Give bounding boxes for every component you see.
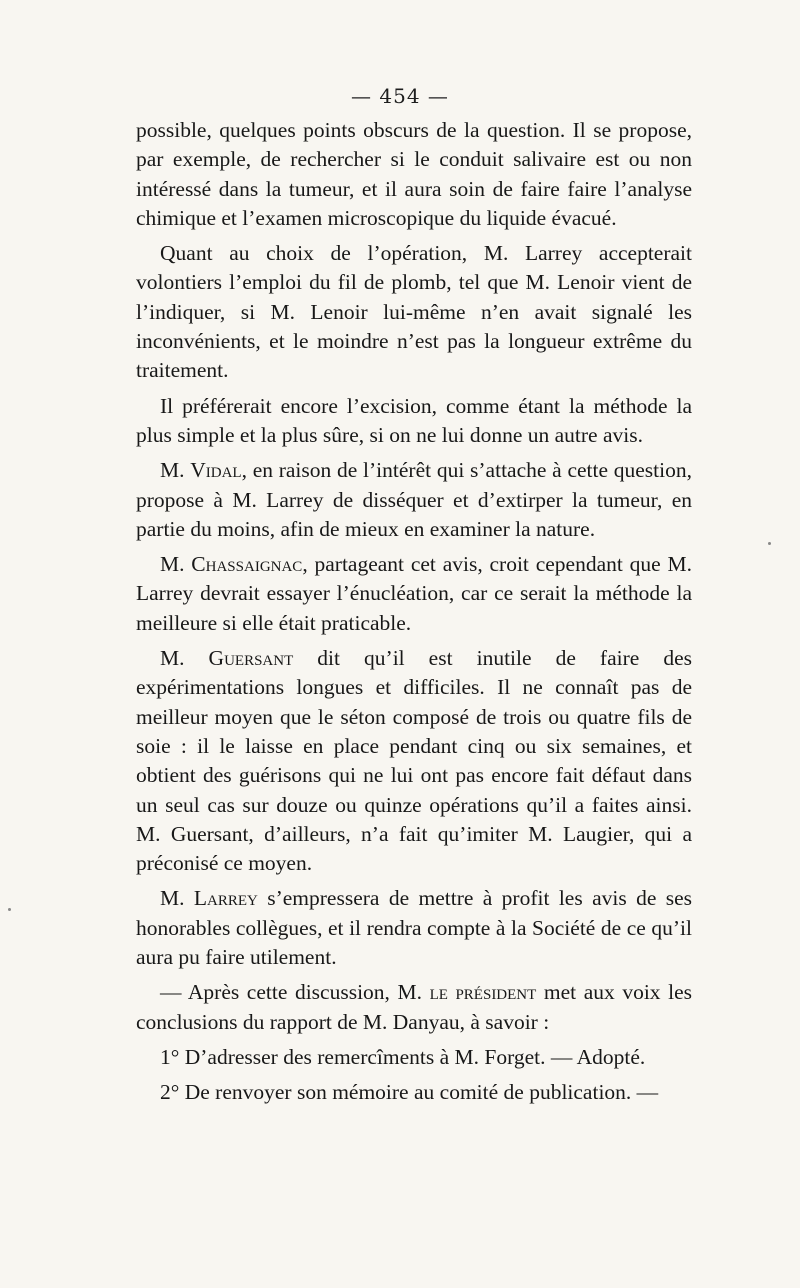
paper-speck — [8, 908, 11, 911]
paragraph-continued: possible, quelques points obscurs de la question. Il se propose, par exemple, de rechercher si le conduit salivaire est ou non intéressé dans la tumeur, et il aura soin de faire faire l’analyse chimique et l’examen microscopique du liquide évacué. — [136, 118, 692, 230]
paragraph-body: s’empressera de mettre à profit les avis de ses honorables collègues, et il rendra compte à la Société de ce qu’il aura pu faire utilement. — [136, 886, 693, 970]
speaker-name: Larrey — [193, 886, 258, 911]
paragraph-body: , partageant cet avis, croit cependant que M. Larrey devrait essayer l’énucléation, car ce serait la méthode la meilleure si elle était praticable. — [136, 552, 692, 635]
paragraph-body: met aux voix les conclusions du rapport de M. Danyau, à savoir : — [136, 980, 692, 1034]
conclusion-item-1: 1° D’adresser des remercîments à M. Forget. — Adopté. — [160, 1044, 646, 1069]
paragraph-lead: M. — [160, 886, 194, 911]
paragraph-chassaignac — [136, 550, 692, 638]
page-number: — 454 — — [351, 84, 449, 108]
paragraph-lead: M. — [160, 552, 192, 577]
paragraph-larrey-operation: Quant au choix de l’opération, M. Larrey accepterait volontiers l’emploi du fil de plomb, tel que M. Lenoir vient de l’indiquer, si M. Lenoir lui-même n’en avait signalé les inconvénients, et le moindre n’est pas la longueur extrême du traitement. — [136, 241, 692, 383]
paragraph-vidal — [136, 456, 692, 544]
body-text — [136, 116, 692, 1114]
paragraph-body: dit qu’il est inutile de faire des expérimentations longues et difficiles. Il ne connaît pas de meilleur moyen que le séton composé de trois ou quatre fils de soie : il le laisse en place pendant cinq ou six semaines, et obtient des guérisons qui ne lui ont pas encore fait défaut dans un seul cas sur douze ou quinze opérations qu’il a faites ainsi. M. Guersant, d’ailleurs, n’a fait qu’imiter M. Laugier, qui a préconisé ce moyen. — [136, 646, 693, 876]
paragraph-lead: — Après cette discussion, M. — [160, 980, 430, 1005]
paragraph-excision: Il préférerait encore l’excision, comme étant la méthode la plus simple et la plus sûre, si on ne lui donne un autre avis. — [136, 393, 692, 447]
paragraph-larrey-reply — [136, 884, 692, 972]
paragraph-lead: M. — [160, 458, 191, 483]
paper-speck — [768, 542, 771, 545]
paragraph-body: , en raison de l’intérêt qui s’attache à cette question, propose à M. Larrey de disséquer et d’extirper la tumeur, en partie du moins, afin de mieux en examiner la nature. — [136, 458, 692, 541]
paragraph-guersant — [136, 644, 692, 878]
speaker-name: Chassaignac — [191, 552, 303, 577]
speaker-name: Vidal — [190, 458, 242, 483]
paragraph-lead: M. — [160, 646, 209, 671]
speaker-name: le président — [429, 980, 537, 1005]
speaker-name: Guersant — [208, 646, 294, 671]
paragraph-president — [136, 978, 692, 1037]
conclusion-item-2: 2° De renvoyer son mémoire au comité de publication. — — [160, 1080, 659, 1105]
